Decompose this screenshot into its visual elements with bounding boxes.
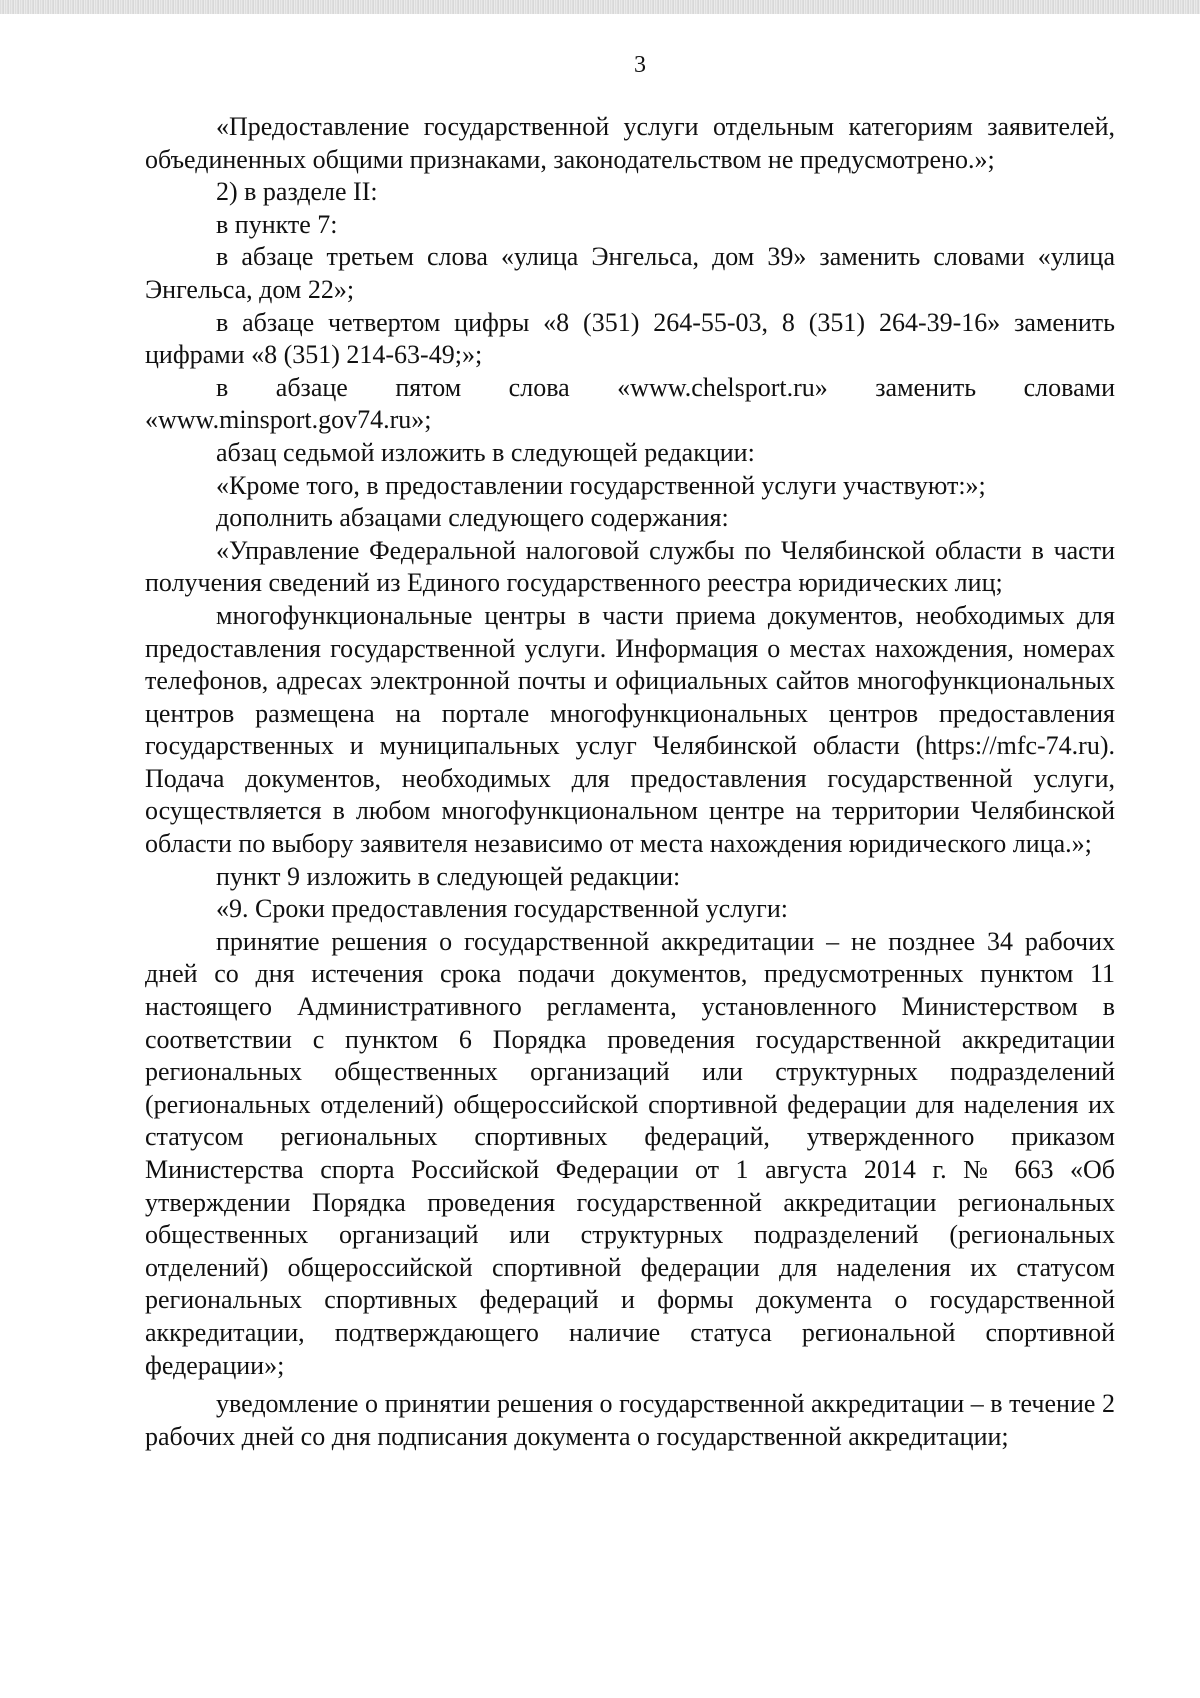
document-body [145,111,1115,1453]
paragraph: уведомление о принятии решения о государственной аккредитации – в течение 2 рабочих дней со дня подписания документа о государственной аккредитации; [145,1389,1115,1451]
paragraph: в пункте 7: [216,209,338,239]
paragraph: пункт 9 изложить в следующей редакции: [216,861,681,891]
paragraph: в абзаце пятом слова «www.chelsport.ru» заменить словами «www.minsport.gov74.ru»; [145,372,1115,435]
paragraph: многофункциональные центры в части приема документов, необходимых для предоставления государственной услуги. Информация о местах нахождения, номерах телефонов, адресах электронной почты и официальных сайтов многофункциональных центров размещена на портале многофункциональных центров предоставления государственных и муниципальных услуг Челябинской области (https://mfc-74.ru). Подача документов, необходимых для предоставления государственной услуги, осуществляется в любом многофункциональном центре на территории Челябинской области по выбору заявителя независимо от места нахождения юридического лица.»; [145,600,1115,859]
paragraph: 2) в разделе II: [216,177,378,207]
paragraph: «9. Сроки предоставления государственной услуги: [216,894,788,924]
paragraph: «Управление Федеральной налоговой службы по Челябинской области в части получения сведений из Единого государственного реестра юридических лиц; [145,535,1115,598]
paragraph: абзац седьмой изложить в следующей редакции: [216,437,755,467]
paragraph: «Предоставление государственной услуги отдельным категориям заявителей, объединенных общими признаками, законодательством не предусмотрено.»; [145,112,1115,174]
paragraph: в абзаце третьем слова «улица Энгельса, дом 39» заменить словами «улица Энгельса, дом 22»; [145,242,1115,304]
page-number: 3 [634,52,646,78]
paragraph: принятие решения о государственной аккредитации – не позднее 34 рабочих дней со дня истечения срока подачи документов, предусмотренных пунктом 11 настоящего Административного регламента, установленного Министерством в соответствии с пунктом 6 Порядка проведения государственной аккредитации региональных общественных организаций или структурных подразделений (региональных отделений) общероссийской спортивной федерации для наделения их статусом региональных спортивных федераций, утвержденного приказом Министерства спорта Российской Федерации от 1 августа 2014 г. № 663 «Об утверждении Порядка проведения государственной аккредитации региональных общественных организаций или структурных подразделений (региональных отделений) общероссийской спортивной федерации для наделения их статусом региональных спортивных федераций и формы документа о государственной аккредитации, подтверждающего наличие статуса региональной спортивной федерации»; [145,926,1115,1380]
paragraph: «Кроме того, в предоставлении государственной услуги участвуют:»; [216,470,986,500]
paragraph: дополнить абзацами следующего содержания: [216,503,729,533]
paragraph: в абзаце четвертом цифры «8 (351) 264-55-03, 8 (351) 264-39-16» заменить цифрами «8 (351) 214-63-49;»; [145,307,1115,370]
